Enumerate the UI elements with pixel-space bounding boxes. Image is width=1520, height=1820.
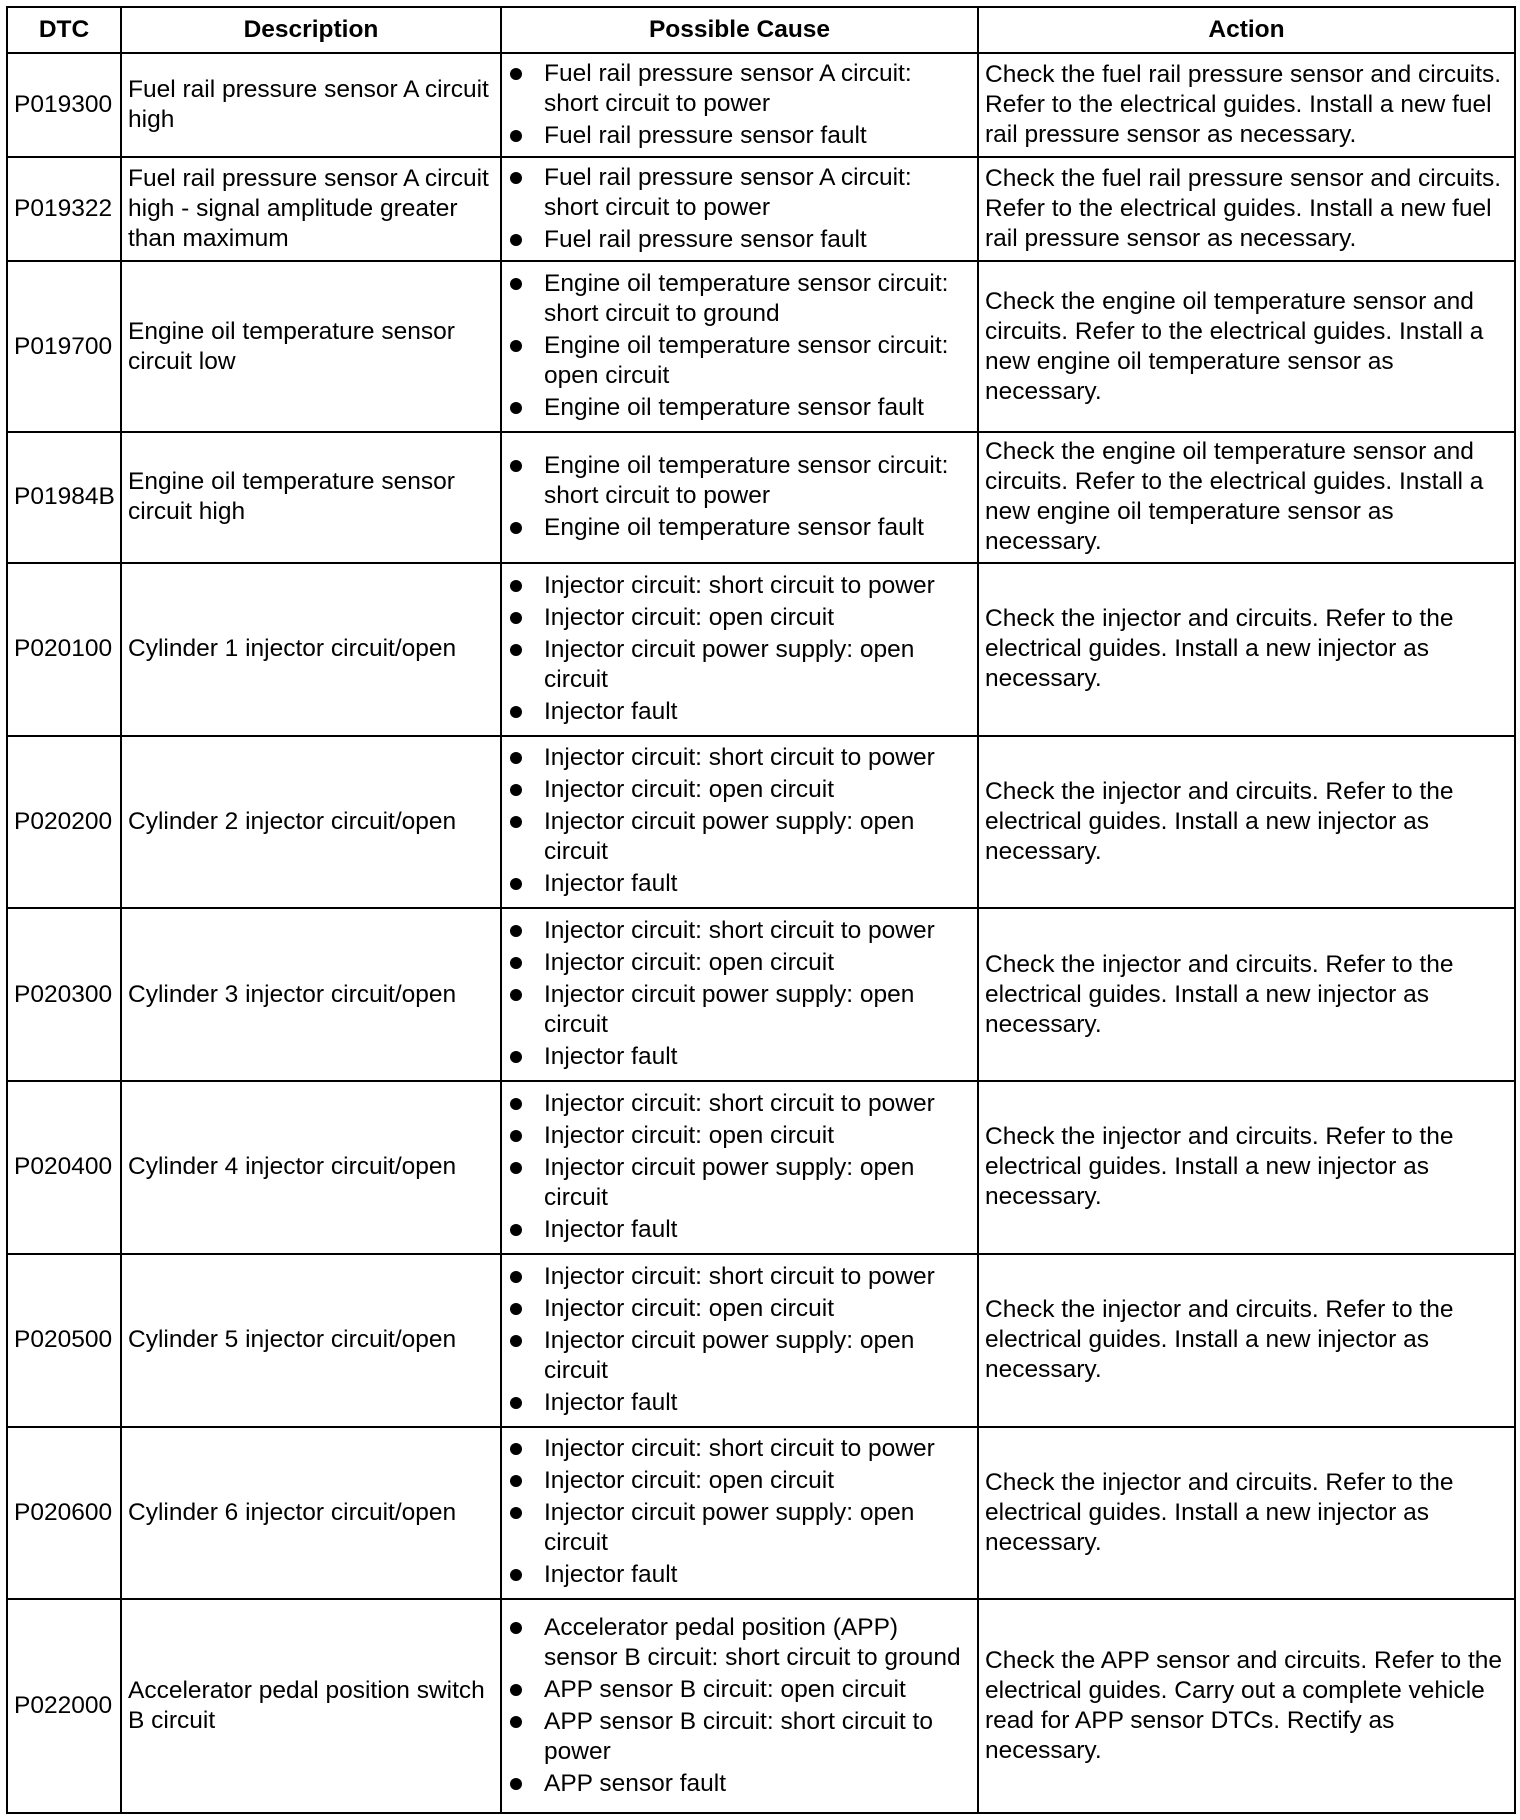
header-action: Action <box>978 7 1515 53</box>
cause-item: Injector circuit: open circuit <box>508 1121 971 1151</box>
dtc-description: Accelerator pedal position switch B circuit <box>121 1599 501 1813</box>
cause-item: Engine oil temperature sensor fault <box>508 513 971 543</box>
dtc-description: Fuel rail pressure sensor A circuit high - signal amplitude greater than maximum <box>121 157 501 261</box>
dtc-code: P020100 <box>7 563 121 736</box>
cause-list <box>508 743 971 899</box>
header-possible-cause: Possible Cause <box>501 7 978 53</box>
cause-item: Engine oil temperature sensor fault <box>508 393 971 423</box>
cause-list <box>508 451 971 543</box>
cause-item: Injector fault <box>508 869 971 899</box>
table-row <box>7 432 1515 563</box>
cause-list <box>508 1613 971 1799</box>
dtc-action: Check the injector and circuits. Refer to the electrical guides. Install a new injector as necessary. <box>978 1427 1515 1600</box>
cause-item: Injector circuit: short circuit to power <box>508 1262 971 1292</box>
dtc-action: Check the injector and circuits. Refer to the electrical guides. Install a new injector as necessary. <box>978 736 1515 909</box>
cause-item: Injector circuit power supply: open circuit <box>508 1498 971 1558</box>
cause-list <box>508 1089 971 1245</box>
dtc-description: Cylinder 6 injector circuit/open <box>121 1427 501 1600</box>
table-row <box>7 1599 1515 1813</box>
cause-item: Injector circuit power supply: open circuit <box>508 1153 971 1213</box>
table-row <box>7 157 1515 261</box>
dtc-action: Check the fuel rail pressure sensor and circuits. Refer to the electrical guides. Install a new fuel rail pressure sensor as necessary. <box>978 157 1515 261</box>
dtc-code: P020400 <box>7 1081 121 1254</box>
dtc-description: Engine oil temperature sensor circuit low <box>121 261 501 432</box>
dtc-description: Fuel rail pressure sensor A circuit high <box>121 53 501 157</box>
cause-item: Injector circuit: open circuit <box>508 948 971 978</box>
dtc-code: P019700 <box>7 261 121 432</box>
possible-causes <box>501 908 978 1081</box>
cause-item: Injector circuit: short circuit to power <box>508 1089 971 1119</box>
dtc-description: Engine oil temperature sensor circuit high <box>121 432 501 563</box>
dtc-table-body <box>7 53 1515 1813</box>
possible-causes <box>501 1254 978 1427</box>
dtc-table <box>6 6 1516 1814</box>
dtc-code: P020500 <box>7 1254 121 1427</box>
cause-list <box>508 1434 971 1590</box>
dtc-action: Check the engine oil temperature sensor and circuits. Refer to the electrical guides. Install a new engine oil temperature sensor as necessary. <box>978 432 1515 563</box>
cause-item: Fuel rail pressure sensor A circuit: short circuit to power <box>508 59 971 119</box>
dtc-code: P01984B <box>7 432 121 563</box>
dtc-code: P020200 <box>7 736 121 909</box>
table-row <box>7 1427 1515 1600</box>
dtc-action: Check the engine oil temperature sensor and circuits. Refer to the electrical guides. Install a new engine oil temperature sensor as necessary. <box>978 261 1515 432</box>
cause-item: Fuel rail pressure sensor A circuit: short circuit to power <box>508 163 971 223</box>
cause-item: Fuel rail pressure sensor fault <box>508 121 971 151</box>
possible-causes <box>501 736 978 909</box>
dtc-action: Check the injector and circuits. Refer to the electrical guides. Install a new injector as necessary. <box>978 908 1515 1081</box>
possible-causes <box>501 563 978 736</box>
cause-item: Injector fault <box>508 1560 971 1590</box>
cause-item: Injector circuit: short circuit to power <box>508 743 971 773</box>
cause-item: Injector circuit power supply: open circuit <box>508 807 971 867</box>
dtc-description: Cylinder 4 injector circuit/open <box>121 1081 501 1254</box>
cause-item: Injector circuit: short circuit to power <box>508 916 971 946</box>
cause-item: Injector fault <box>508 1042 971 1072</box>
cause-item: Injector circuit power supply: open circuit <box>508 980 971 1040</box>
cause-list <box>508 59 971 151</box>
dtc-description: Cylinder 1 injector circuit/open <box>121 563 501 736</box>
header-dtc: DTC <box>7 7 121 53</box>
dtc-action: Check the fuel rail pressure sensor and circuits. Refer to the electrical guides. Install a new fuel rail pressure sensor as necessary. <box>978 53 1515 157</box>
cause-item: APP sensor B circuit: open circuit <box>508 1675 971 1705</box>
cause-item: Engine oil temperature sensor circuit: open circuit <box>508 331 971 391</box>
table-row <box>7 53 1515 157</box>
cause-item: Injector circuit: open circuit <box>508 775 971 805</box>
possible-causes <box>501 53 978 157</box>
cause-list <box>508 163 971 255</box>
header-description: Description <box>121 7 501 53</box>
dtc-code: P019300 <box>7 53 121 157</box>
possible-causes <box>501 432 978 563</box>
dtc-action: Check the injector and circuits. Refer to the electrical guides. Install a new injector as necessary. <box>978 563 1515 736</box>
possible-causes <box>501 157 978 261</box>
cause-item: Fuel rail pressure sensor fault <box>508 225 971 255</box>
cause-item: Injector fault <box>508 1388 971 1418</box>
cause-item: Injector circuit: open circuit <box>508 1466 971 1496</box>
dtc-description: Cylinder 3 injector circuit/open <box>121 908 501 1081</box>
possible-causes <box>501 1599 978 1813</box>
cause-item: APP sensor fault <box>508 1769 971 1799</box>
cause-item: Injector circuit: open circuit <box>508 603 971 633</box>
header-row <box>7 7 1515 53</box>
cause-item: Injector circuit: open circuit <box>508 1294 971 1324</box>
cause-item: Injector fault <box>508 697 971 727</box>
possible-causes <box>501 1081 978 1254</box>
table-row <box>7 563 1515 736</box>
cause-item: Engine oil temperature sensor circuit: short circuit to ground <box>508 269 971 329</box>
table-row <box>7 736 1515 909</box>
dtc-action: Check the APP sensor and circuits. Refer to the electrical guides. Carry out a complete vehicle read for APP sensor DTCs. Rectify as necessary. <box>978 1599 1515 1813</box>
dtc-code: P020600 <box>7 1427 121 1600</box>
cause-list <box>508 571 971 727</box>
table-row <box>7 908 1515 1081</box>
dtc-code: P022000 <box>7 1599 121 1813</box>
table-row <box>7 1081 1515 1254</box>
cause-item: Injector circuit: short circuit to power <box>508 1434 971 1464</box>
cause-item: Injector fault <box>508 1215 971 1245</box>
dtc-description: Cylinder 2 injector circuit/open <box>121 736 501 909</box>
dtc-code: P020300 <box>7 908 121 1081</box>
dtc-action: Check the injector and circuits. Refer to the electrical guides. Install a new injector as necessary. <box>978 1254 1515 1427</box>
cause-item: Accelerator pedal position (APP) sensor B circuit: short circuit to ground <box>508 1613 971 1673</box>
cause-list <box>508 916 971 1072</box>
cause-item: Injector circuit power supply: open circuit <box>508 635 971 695</box>
cause-item: Injector circuit power supply: open circuit <box>508 1326 971 1386</box>
possible-causes <box>501 1427 978 1600</box>
table-row <box>7 1254 1515 1427</box>
table-row <box>7 261 1515 432</box>
cause-item: Engine oil temperature sensor circuit: short circuit to power <box>508 451 971 511</box>
cause-list <box>508 1262 971 1418</box>
cause-list <box>508 269 971 423</box>
dtc-description: Cylinder 5 injector circuit/open <box>121 1254 501 1427</box>
possible-causes <box>501 261 978 432</box>
cause-item: APP sensor B circuit: short circuit to power <box>508 1707 971 1767</box>
dtc-code: P019322 <box>7 157 121 261</box>
dtc-action: Check the injector and circuits. Refer to the electrical guides. Install a new injector as necessary. <box>978 1081 1515 1254</box>
cause-item: Injector circuit: short circuit to power <box>508 571 971 601</box>
